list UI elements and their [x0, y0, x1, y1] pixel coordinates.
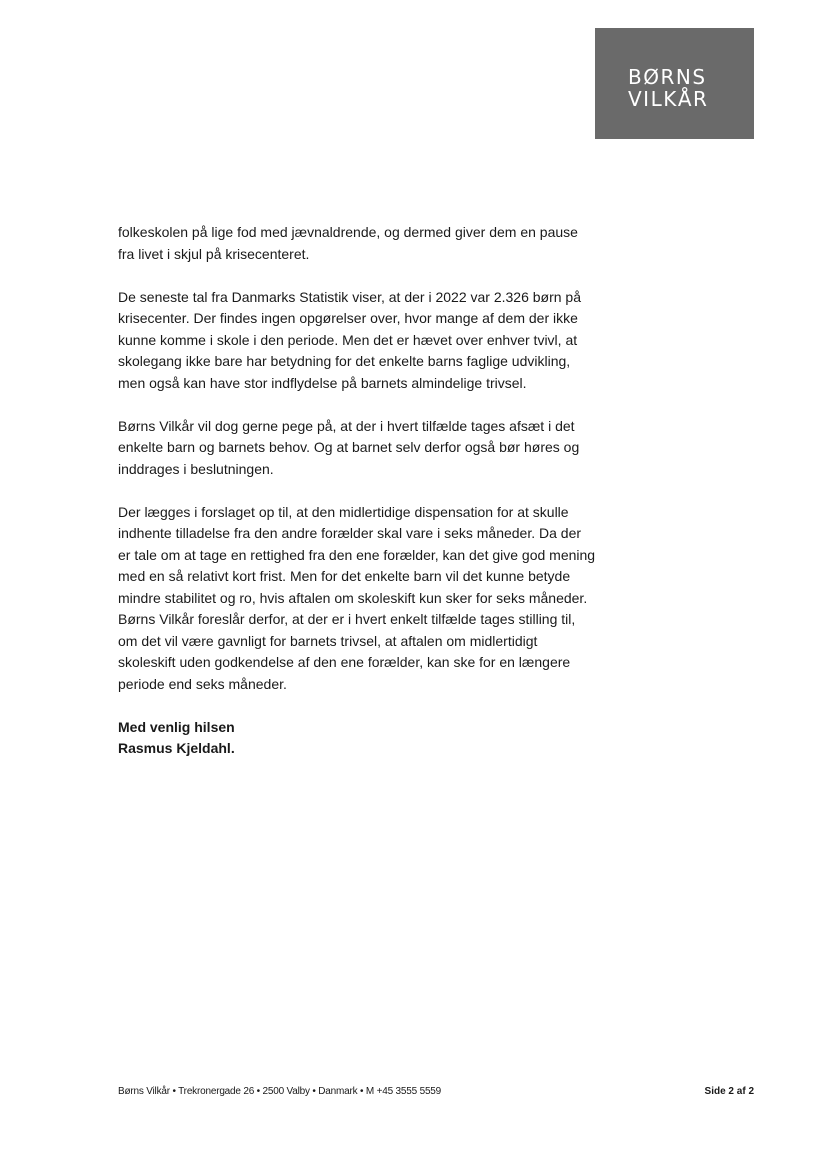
text-line: krisecenter. Der findes ingen opgørelser over, hvor mange af dem der ikke: [118, 310, 578, 326]
text-line: er tale om at tage en rettighed fra den ene forælder, kan det give god mening: [118, 546, 596, 563]
letter-body: [118, 222, 598, 760]
signature-greeting: Med venlig hilsen: [118, 718, 235, 735]
brand-logo: [595, 28, 754, 139]
logo-line-1: BØRNS: [628, 65, 707, 89]
text-line: De seneste tal fra Danmarks Statistik viser, at der i 2022 var 2.326 børn på: [118, 288, 581, 305]
text-line: inddrages i beslutningen.: [118, 460, 274, 477]
text-line: skolegang ikke bare har betydning for det enkelte barns faglige udvikling,: [118, 353, 571, 369]
text-line: men også kan have stor indflydelse på barnets almindelige trivsel.: [118, 374, 527, 391]
text-line: periode end seks måneder.: [118, 675, 287, 692]
paragraph-4: [118, 502, 598, 696]
text-line: Der lægges i forslaget op til, at den midlertidige dispensation for at skulle: [118, 503, 569, 520]
signature-block: [118, 717, 598, 760]
page-number: Side 2 af 2: [704, 1086, 754, 1097]
text-line: indhente tilladelse fra den andre forælder skal vare i seks måneder. Da der: [118, 525, 582, 541]
text-line: Børns Vilkår vil dog gerne pege på, at der i hvert tilfælde tages afsæt i det: [118, 417, 575, 434]
text-line: med en så relativt kort frist. Men for det enkelte barn vil det kunne betyde: [118, 568, 571, 584]
text-line: kunne komme i skole i den periode. Men det er hævet over enhver tvivl, at: [118, 331, 578, 348]
text-line: skoleskift uden godkendelse af den ene forælder, kan ske for en længere: [118, 654, 571, 670]
logo-line-2: VILKÅR: [628, 87, 709, 111]
text-line: folkeskolen på lige fod med jævnaldrende, og dermed giver dem en pause: [118, 224, 578, 240]
text-line: fra livet i skjul på krisecenteret.: [118, 245, 310, 262]
footer-address: Børns Vilkår • Trekronergade 26 • 2500 Valby • Danmark • M +45 3555 5559: [118, 1086, 442, 1097]
text-line: om det vil være gavnligt for barnets trivsel, at aftalen om midlertidigt: [118, 632, 538, 649]
text-line: mindre stabilitet og ro, hvis aftalen om skoleskift kun sker for seks måneder.: [118, 589, 588, 606]
paragraph-3: [118, 416, 598, 481]
signature-name: Rasmus Kjeldahl.: [118, 740, 235, 756]
paragraph-1: [118, 222, 598, 265]
text-line: enkelte barn og barnets behov. Og at barnet selv derfor også bør høres og: [118, 439, 580, 455]
paragraph-2: [118, 287, 598, 395]
text-line: Børns Vilkår foreslår derfor, at der er i hvert enkelt tilfælde tages stilling til,: [118, 611, 576, 627]
